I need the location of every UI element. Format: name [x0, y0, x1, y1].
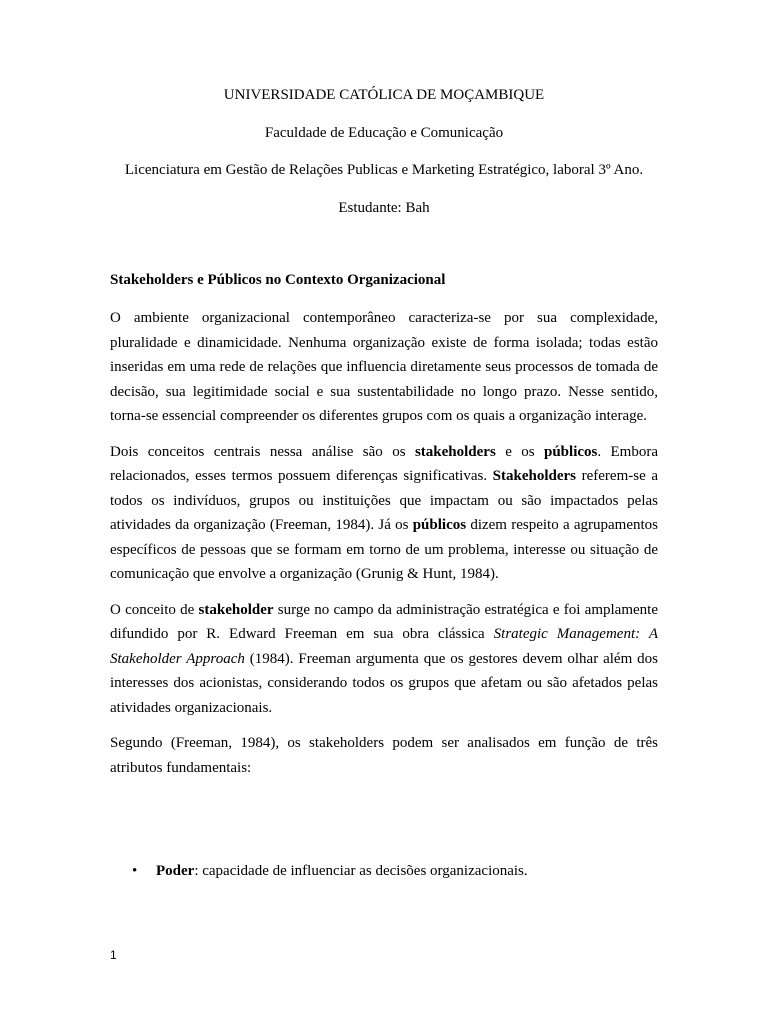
- book-title: Strategic Management: A Stakeholder Approach: [110, 626, 658, 667]
- paragraph-2-text: Dois conceitos centrais nessa análise são os: [110, 443, 415, 460]
- paragraph-2-text: . Embora relacionados, esses termos possuem diferenças significativas.: [110, 443, 658, 484]
- paragraph-3-text: O conceito de: [110, 601, 199, 618]
- paragraph-3-text: surge no campo da administração estratégica e foi amplamente difundido por R. Edward Freeman em sua obra clássica: [110, 601, 658, 642]
- paragraph-3-text: (1984). Freeman argumenta que os gestores devem olhar além dos interesses dos acionistas, considerando todos os grupos que afetam ou são afetados pelas atividades organizacionais.: [110, 650, 658, 716]
- list-item: [110, 859, 658, 883]
- paragraph-4: Segundo (Freeman, 1984), os stakeholders podem ser analisados em função de três atributos fundamentais:: [110, 735, 658, 776]
- term-stakeholders: stakeholders: [414, 443, 496, 460]
- course-name: Licenciatura em Gestão de Relações Publicas e Marketing Estratégico, laboral 3º Ano.: [124, 162, 644, 178]
- faculty-name: Faculdade de Educação e Comunicação: [264, 125, 504, 141]
- list-item-term: Poder: [156, 863, 195, 879]
- student-name: Estudante: Bah: [338, 200, 430, 216]
- paragraph-2-text: e os: [495, 443, 544, 460]
- term-stakeholder: stakeholder: [198, 601, 274, 618]
- body-text: [110, 306, 658, 791]
- section-title: Stakeholders e Públicos no Contexto Organizacional: [110, 272, 446, 288]
- list-item-text: : capacidade de influenciar as decisões organizacionais.: [194, 863, 528, 879]
- term-publicos: públicos: [544, 443, 598, 460]
- paragraph-2: [110, 440, 658, 587]
- paragraph-2-text: referem-se a todos os indivíduos, grupos ou instituições que impactam ou são impactados pelas atividades da organização (Freeman, 1984). Já os: [110, 468, 658, 533]
- term-publicos-definition: públicos: [412, 517, 467, 533]
- paragraph-2-text: dizem respeito a agrupamentos específicos de pessoas que se formam em torno de um problema, interesse ou situação de comunicação que envolve a organização (Grunig & Hunt, 1984).: [110, 517, 658, 582]
- attributes-list: [110, 859, 658, 883]
- bullet-icon: •: [132, 863, 138, 879]
- term-stakeholders-definition: Stakeholders: [492, 468, 577, 484]
- university-name: UNIVERSIDADE CATÓLICA DE MOÇAMBIQUE: [223, 87, 545, 103]
- paragraph-3: [110, 598, 658, 721]
- page-number: 1: [110, 948, 117, 962]
- paragraph-1: O ambiente organizacional contemporâneo caracteriza-se por sua complexidade, pluralidade e dinamicidade. Nenhuma organização existe de forma isolada; todas estão inseridas em uma rede de relações que influencia diretamente seus processos de tomada de decisão, sua legitimidade social e sua sustentabilidade no longo prazo. Nesse sentido, torna-se essencial compreender os diferentes grupos com os quais a organização interage.: [110, 310, 658, 424]
